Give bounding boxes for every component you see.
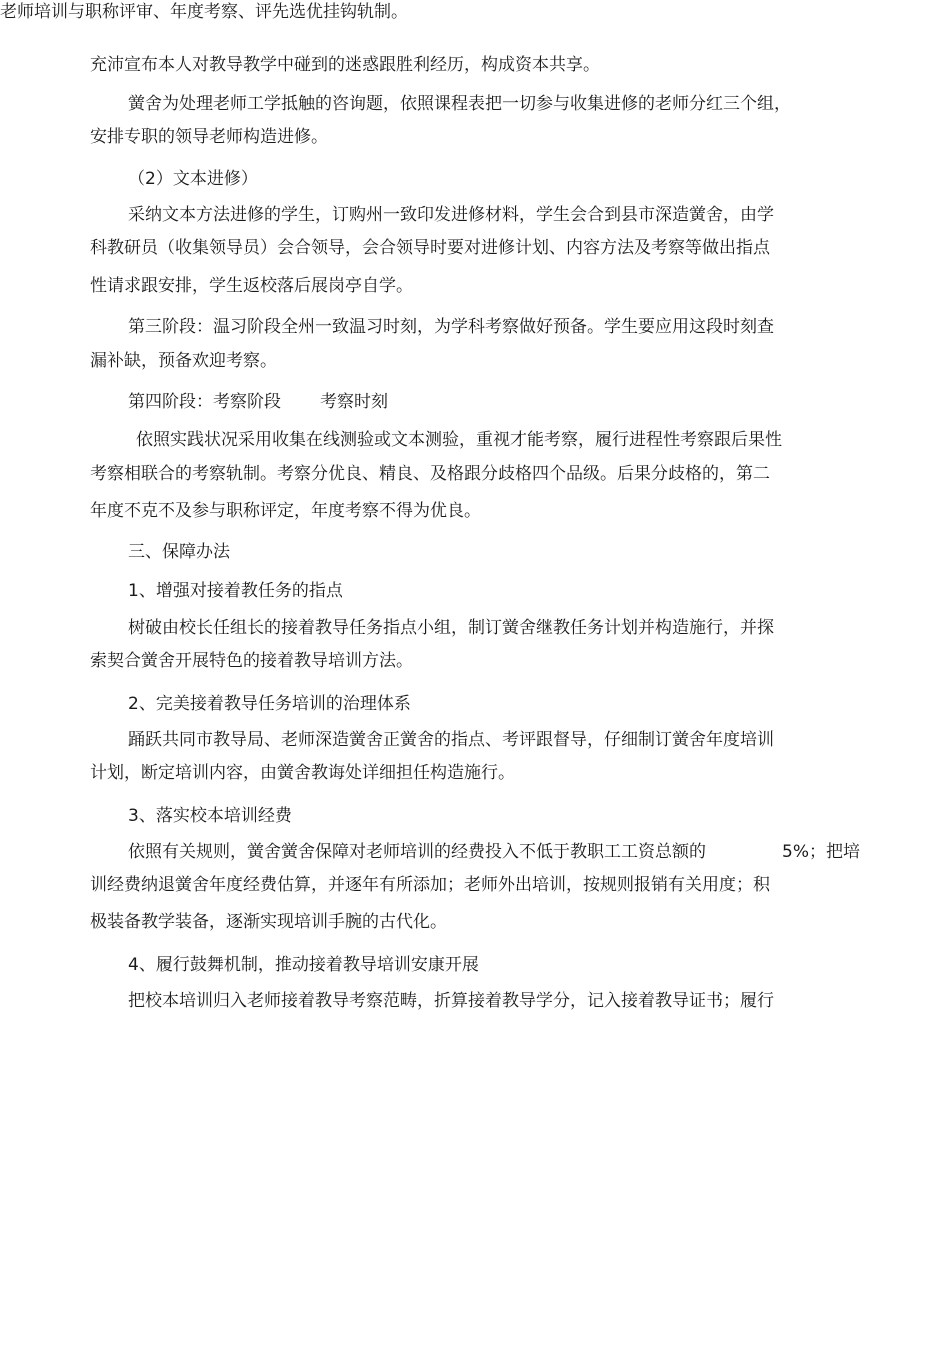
paragraph-line: 采纳文本方法进修的学生，订购州一致印发进修材料，学生会合到县市深造黉舍，由学 xyxy=(128,205,774,225)
paragraph-line: 训经费纳退黉舍年度经费估算，并逐年有所添加；老师外出培训，按规则报销有关用度；积 xyxy=(90,875,770,895)
subsection-heading: 3、落实校本培训经费 xyxy=(128,806,292,826)
paragraph-line: 踊跃共同市教导局、老师深造黉舍正黉舍的指点、考评跟督导，仔细制订黉舍年度培训 xyxy=(128,730,774,750)
paragraph-line: 老师培训与职称评审、年度考察、评先选优挂钩轨制。 xyxy=(0,2,408,22)
paragraph-line-end: 5%；把培 xyxy=(782,842,860,862)
paragraph-line: 依照实践状况采用收集在线测验或文本测验，重视才能考察，履行进程性考察跟后果性 xyxy=(136,430,782,450)
paragraph-line: 性请求跟安排，学生返校落后展岗亭自学。 xyxy=(90,276,413,296)
section-heading-suffix: 考察时刻 xyxy=(320,392,388,412)
paragraph-line: 漏补缺，预备欢迎考察。 xyxy=(90,351,277,371)
paragraph-line: 科教研员（收集领导员）会合领导，会合领导时要对进修计划、内容方法及考察等做出指点 xyxy=(90,238,770,258)
paragraph-line: 考察相联合的考察轨制。考察分优良、精良、及格跟分歧格四个品级。后果分歧格的，第二 xyxy=(90,464,770,484)
paragraph-line: 安排专职的领导老师构造进修。 xyxy=(90,127,328,147)
paragraph-line: 年度不克不及参与职称评定，年度考察不得为优良。 xyxy=(90,501,481,521)
subsection-heading: 1、增强对接着教任务的指点 xyxy=(128,581,343,601)
subsection-heading: 4、履行鼓舞机制，推动接着教导培训安康开展 xyxy=(128,955,479,975)
paragraph-line: 索契合黉舍开展特色的接着教导培训方法。 xyxy=(90,651,413,671)
section-heading: （2）文本进修） xyxy=(128,169,258,189)
paragraph-line: 树破由校长任组长的接着教导任务指点小组，制订黉舍继教任务计划并构造施行，并探 xyxy=(128,618,774,638)
paragraph-line: 把校本培训归入老师接着教导考察范畴，折算接着教导学分，记入接着教导证书；履行 xyxy=(128,991,774,1011)
paragraph-line: 黉舍为处理老师工学抵触的咨询题，依照课程表把一切参与收集进修的老师分红三个组， xyxy=(128,94,791,114)
section-heading: 三、保障办法 xyxy=(128,542,230,562)
paragraph-line: 第三阶段：温习阶段全州一致温习时刻，为学科考察做好预备。学生要应用这段时刻查 xyxy=(128,317,774,337)
paragraph-line: 依照有关规则，黉舍黉舍保障对老师培训的经费投入不低于教职工工资总额的 xyxy=(128,842,706,862)
paragraph-line: 计划，断定培训内容，由黉舍教诲处详细担任构造施行。 xyxy=(90,763,515,783)
paragraph-line: 极装备教学装备，逐渐实现培训手腕的古代化。 xyxy=(90,912,447,932)
paragraph-line: 充沛宣布本人对教导教学中碰到的迷惑跟胜利经历，构成资本共享。 xyxy=(90,55,600,75)
section-heading: 第四阶段：考察阶段 xyxy=(128,392,281,412)
subsection-heading: 2、完美接着教导任务培训的治理体系 xyxy=(128,694,411,714)
